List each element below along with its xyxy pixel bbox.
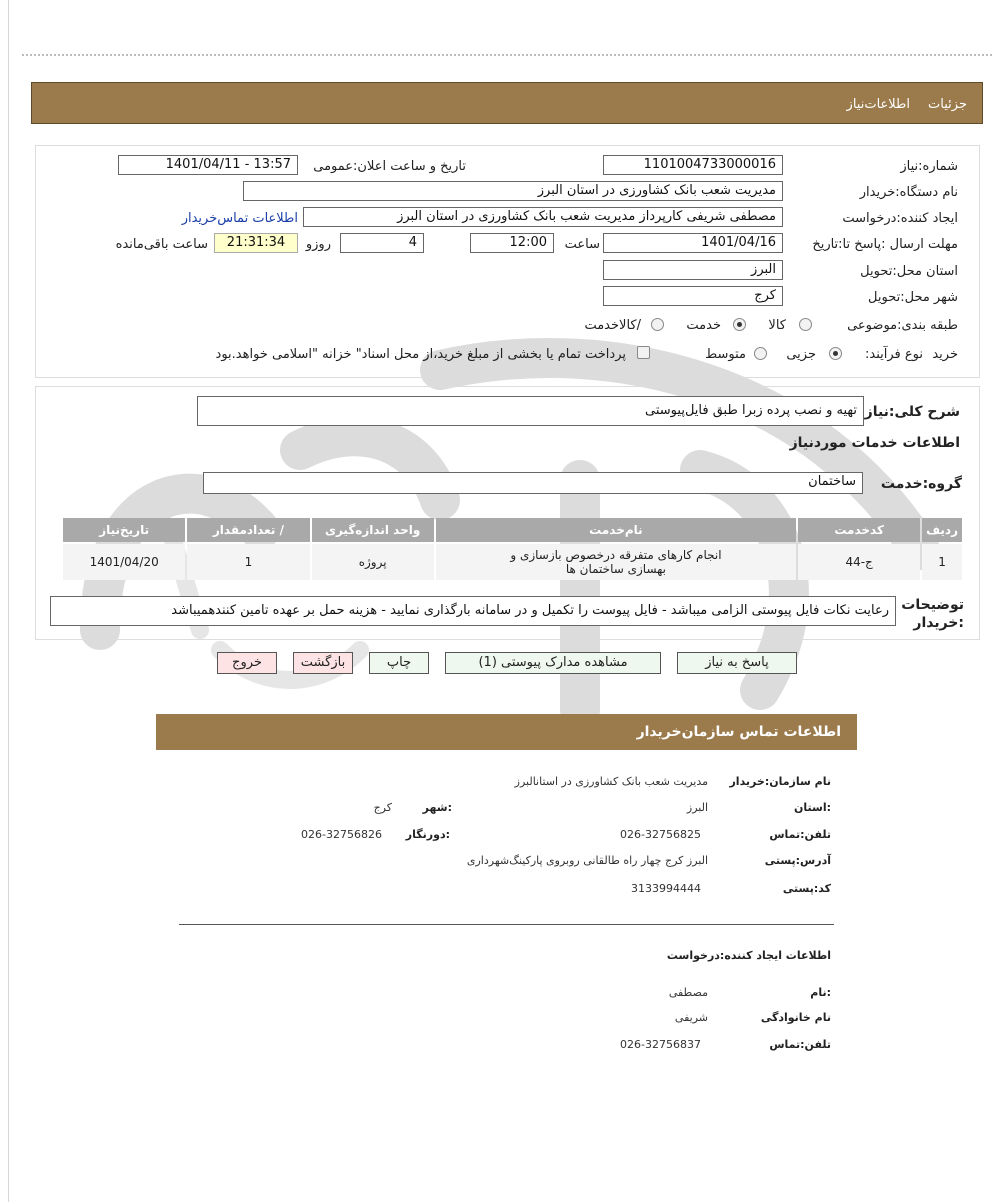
process-small-radio[interactable]	[829, 347, 842, 360]
need-number-field: 1101004733000016	[603, 155, 783, 175]
process-medium-radio[interactable]	[754, 347, 767, 360]
contact-fax-label: :دورنگار	[405, 828, 450, 841]
contact-phone-label: تلفن:تماس	[769, 828, 831, 841]
buyer-field: مدیریت شعب بانک کشاورزی در استان البرز	[243, 181, 783, 201]
print-button[interactable]: چاپ	[369, 652, 429, 674]
category-service-label: خدمت	[686, 318, 721, 333]
description-label: شرح کلی:نیاز	[864, 404, 960, 420]
cell-service-code: ج-44	[798, 544, 920, 580]
services-table	[61, 516, 964, 582]
buyer-notes-field: رعایت نکات فایل پیوستی الزامی میباشد - فایل پیوست را تکمیل و در سامانه بارگذاری نمایید - هزینه حمل بر عهده تامین کنندهمیباشد	[50, 596, 896, 626]
category-goods-radio[interactable]	[799, 318, 812, 331]
category-service-radio[interactable]	[733, 318, 746, 331]
creator-phone-value: 026-32756837	[620, 1038, 701, 1051]
process-small-label: جزیی	[786, 347, 816, 362]
contact-city-value: کرج	[373, 801, 392, 814]
province-field: البرز	[603, 260, 783, 280]
treasury-payment-label: پرداخت تمام یا بخشی از مبلغ خرید،از محل اسناد" خزانه "اسلامی خواهد.بود	[215, 347, 626, 362]
reply-button[interactable]: پاسخ به نیاز	[677, 652, 797, 674]
buyer-contact-title: اطلاعات تماس سازمان‌خریدار	[636, 724, 841, 740]
creator-name-value: مصطفی	[668, 986, 708, 999]
creator-name-label: :نام	[810, 986, 831, 999]
remaining-label: ساعت باقی‌مانده	[115, 237, 208, 252]
province-label: استان محل:تحویل	[860, 264, 958, 279]
need-info-panel	[35, 145, 980, 378]
city-label: شهر محل:تحویل	[868, 290, 958, 305]
cell-quantity: 1	[187, 544, 309, 580]
creator-family-label: نام خانوادگی	[760, 1011, 831, 1024]
page-left-border	[8, 0, 9, 1202]
buyer-notes-label: توضیحات :خریدار	[901, 597, 964, 631]
col-row: ردیف	[922, 518, 962, 542]
creator-label: ایجاد کننده:درخواست	[842, 211, 958, 226]
top-divider	[22, 54, 992, 56]
col-need-date: تاریخ‌نیاز	[63, 518, 185, 542]
org-value: مدیریت شعب بانک کشاورزی در استانالبرز	[514, 775, 708, 788]
col-service-name: نام‌خدمت	[436, 518, 796, 542]
buyer-contact-header	[156, 714, 857, 750]
remaining-days-field: 4	[340, 233, 424, 253]
buyer-contact-link[interactable]: اطلاعات تماس‌خریدار	[181, 211, 298, 226]
creator-family-value: شریفی	[674, 1011, 708, 1024]
cell-need-date: 1401/04/20	[63, 544, 185, 580]
cell-unit: پروژه	[312, 544, 434, 580]
col-quantity: / تعدادمقدار	[187, 518, 309, 542]
process-medium-label: متوسط	[705, 347, 746, 362]
announce-label: تاریخ و ساعت اعلان:عمومی	[313, 159, 466, 174]
cell-row: 1	[922, 544, 962, 580]
announce-field: 1401/04/11 - 13:57	[118, 155, 298, 175]
exit-button[interactable]: خروج	[217, 652, 277, 674]
col-service-code: کدخدمت	[798, 518, 920, 542]
creator-field: مصطفی شریفی کارپرداز مدیریت شعب بانک کشاورزی در استان البرز	[303, 207, 783, 227]
contact-fax-value: 026-32756826	[301, 828, 382, 841]
view-attachments-button[interactable]: مشاهده مدارک پیوستی (1)	[445, 652, 661, 674]
contact-postal-label: کد:پستی	[782, 882, 831, 895]
col-unit: واحد اندازه‌گیری	[312, 518, 434, 542]
creator-phone-label: تلفن:تماس	[769, 1038, 831, 1051]
service-group-field: ساختمان	[203, 472, 863, 494]
need-number-label: شماره:نیاز	[900, 159, 958, 174]
tab-need-info[interactable]: اطلاعات‌نیاز	[846, 97, 910, 112]
tab-details[interactable]: جزئیات	[928, 97, 967, 112]
deadline-time-label: ساعت	[564, 237, 600, 252]
contact-address-label: آدرس:پستی	[764, 854, 831, 867]
cell-service-name: انجام کارهای متفرقه درخصوص بازسازی و بهسازی ساختمان ها	[436, 544, 796, 580]
contact-province-label: :استان	[794, 801, 831, 814]
deadline-label: مهلت ارسال :پاسخ تا:تاریخ	[812, 237, 958, 252]
category-goods-label: کالا	[768, 318, 786, 333]
contact-divider	[179, 924, 834, 925]
contact-address-value: البرز کرج چهار راه طالقانی روبروی پارکینگ‌شهرداری	[466, 854, 708, 867]
treasury-payment-checkbox[interactable]	[637, 346, 650, 359]
process-buy-label: خرید	[932, 347, 958, 362]
back-button[interactable]: بازگشت	[293, 652, 353, 674]
details-header-bar	[31, 82, 983, 124]
deadline-date-field: 1401/04/16	[603, 233, 783, 253]
description-field: تهیه و نصب پرده زبرا طبق فایل‌پیوستی	[197, 396, 864, 426]
contact-province-value: البرز	[686, 801, 708, 814]
creator-info-title: اطلاعات ایجاد کننده:درخواست	[666, 949, 831, 962]
buyer-label: نام دستگاه:خریدار	[859, 185, 958, 200]
contact-phone-value: 026-32756825	[620, 828, 701, 841]
org-label: نام سازمان:خریدار	[729, 775, 831, 788]
contact-postal-value: 3133994444	[631, 882, 701, 895]
category-goods-service-label: /کالاخدمت	[584, 318, 641, 333]
city-field: کرج	[603, 286, 783, 306]
deadline-time-field: 12:00	[470, 233, 554, 253]
service-group-label: گروه:خدمت	[880, 476, 962, 492]
remaining-time-field: 21:31:34	[214, 233, 298, 253]
process-type-label: نوع فرآیند:	[865, 347, 923, 362]
table-row	[63, 544, 962, 580]
services-title: اطلاعات خدمات موردنیاز	[789, 435, 960, 451]
category-label: طبقه بندی:موضوعی	[847, 318, 958, 333]
category-goods-service-radio[interactable]	[651, 318, 664, 331]
days-label: روزو	[305, 237, 331, 252]
contact-city-label: :شهر	[422, 801, 452, 814]
